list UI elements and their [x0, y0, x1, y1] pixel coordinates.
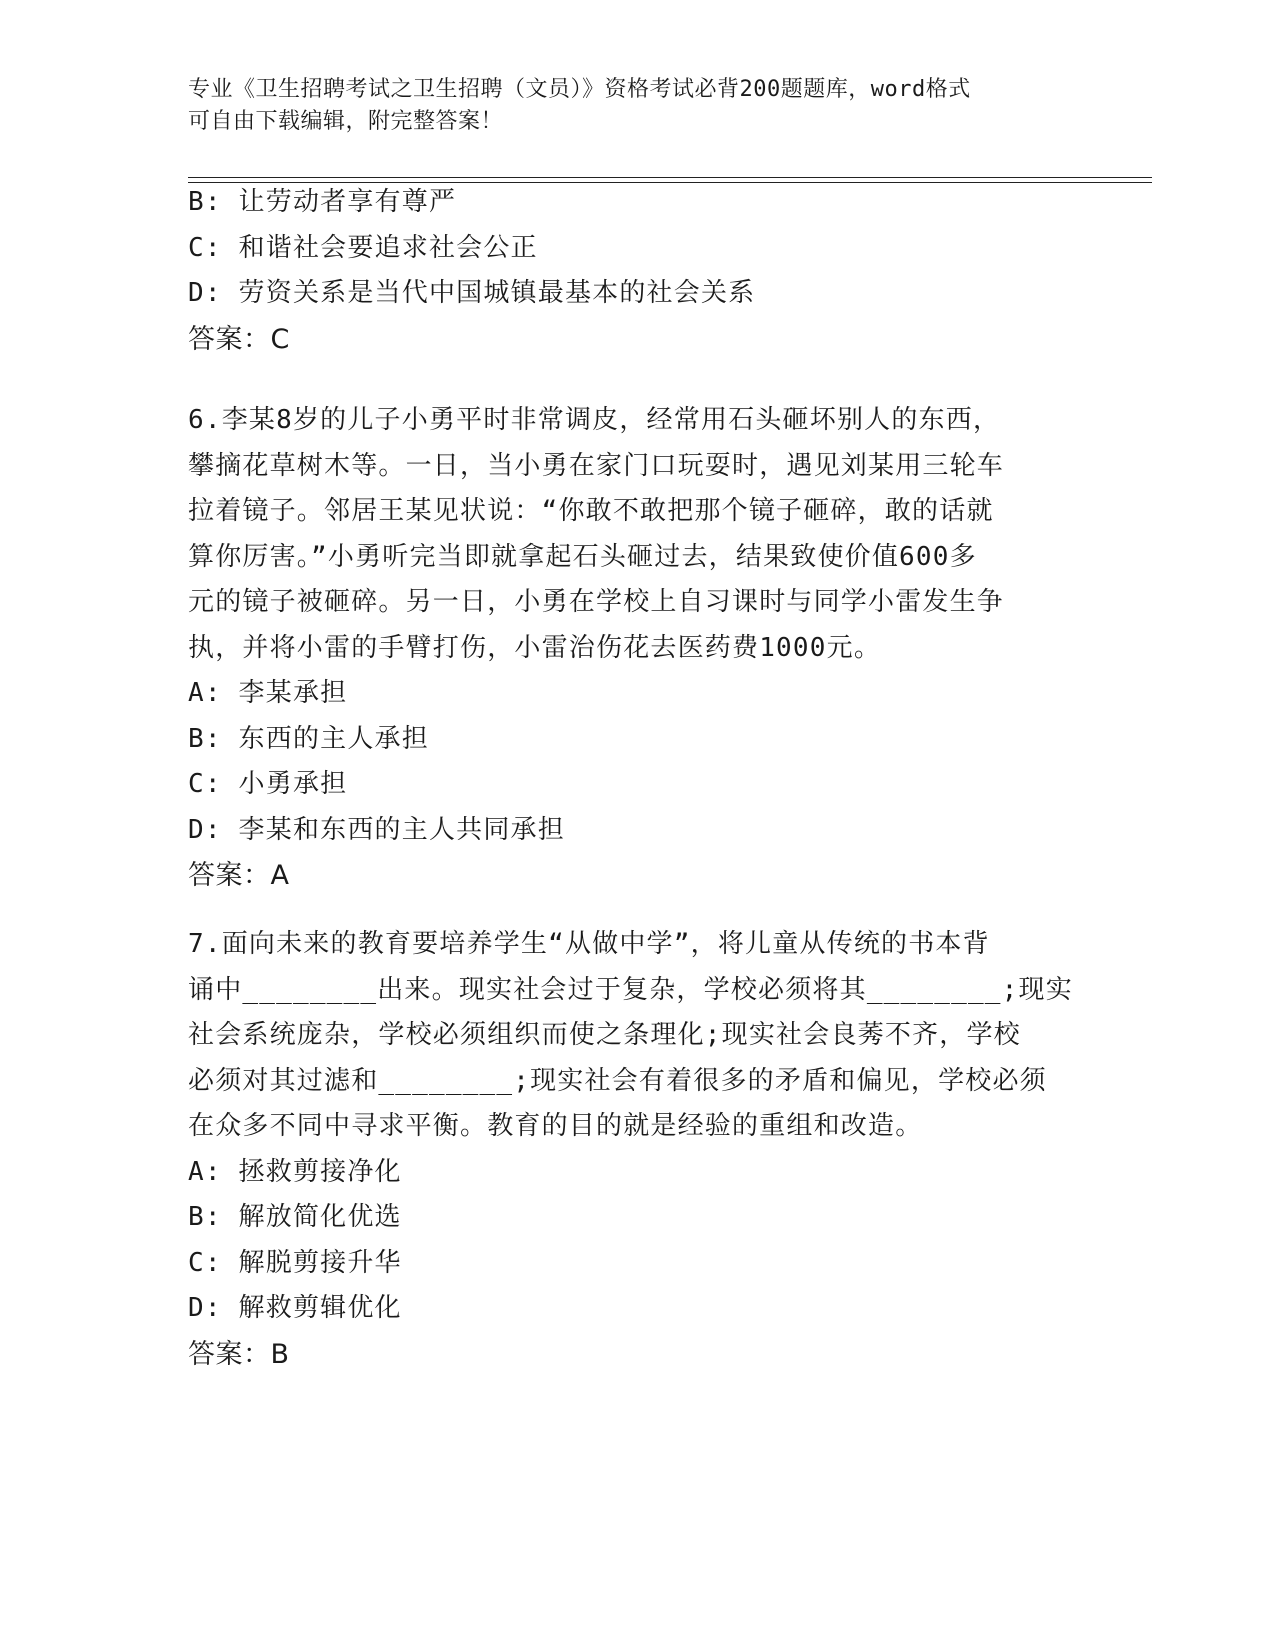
question-6-line-6: 执，并将小雷的手臂打伤，小雷治伤花去医药费1000元。 — [188, 632, 882, 663]
question-6 — [188, 398, 1068, 899]
option-b: B: 解放简化优选 — [188, 1202, 402, 1232]
question-7-line-2: 诵中________出来。现实社会过于复杂，学校必须将其________;现实 — [188, 974, 1073, 1005]
option-c: C: 小勇承担 — [188, 769, 348, 799]
option-b: B: 东西的主人承担 — [188, 723, 429, 754]
header-title-line-2: 可自由下载编辑，附完整答案！ — [188, 109, 504, 134]
option-d: D: 李某和东西的主人共同承担 — [188, 814, 565, 845]
question-7-line-5: 在众多不同中寻求平衡。教育的目的就是经验的重组和改造。 — [188, 1111, 923, 1141]
question-5-continuation — [188, 180, 1068, 362]
question-6-line-5: 元的镜子被砸碎。另一日，小勇在学校上自习课时与同学小雷发生争 — [188, 587, 1005, 617]
question-7-line-1: 7.面向未来的教育要培养学生“从做中学”，将儿童从传统的书本背 — [188, 929, 990, 959]
option-c: C: 和谐社会要追求社会公正 — [188, 232, 538, 263]
option-b: B: 让劳动者享有尊严 — [188, 187, 457, 217]
option-d: D: 解救剪辑优化 — [188, 1293, 402, 1323]
option-a: A: 李某承担 — [188, 678, 348, 708]
option-d: D: 劳资关系是当代中国城镇最基本的社会关系 — [188, 278, 756, 308]
document-header — [188, 74, 1068, 138]
question-6-line-1: 6.李某8岁的儿子小勇平时非常调皮，经常用石头砸坏别人的东西， — [188, 405, 1001, 435]
question-6-line-3: 拉着镜子。邻居王某见状说：“你敢不敢把那个镜子砸碎，敢的话就 — [188, 496, 994, 526]
question-6-line-2: 攀摘花草树木等。一日，当小勇在家门口玩耍时，遇见刘某用三轮车 — [188, 450, 1005, 481]
header-title-line-1: 专业《卫生招聘考试之卫生招聘（文员）》资格考试必背200题题库，word格式 — [188, 77, 971, 102]
answer-label: 答案：B — [188, 1338, 290, 1370]
question-6-line-4: 算你厉害。”小勇听完当即就拿起石头砸过去，结果致使价值600多 — [188, 541, 977, 572]
answer-label: 答案：A — [188, 860, 290, 891]
question-7 — [188, 922, 1073, 1377]
question-7-line-3: 社会系统庞杂，学校必须组织而使之条理化;现实社会良莠不齐，学校 — [188, 1020, 1021, 1050]
question-7-line-4: 必须对其过滤和________;现实社会有着很多的矛盾和偏见，学校必须 — [188, 1065, 1047, 1096]
answer-label: 答案：C — [188, 323, 290, 355]
option-a: A: 拯救剪接净化 — [188, 1156, 402, 1187]
option-c: C: 解脱剪接升华 — [188, 1247, 402, 1278]
